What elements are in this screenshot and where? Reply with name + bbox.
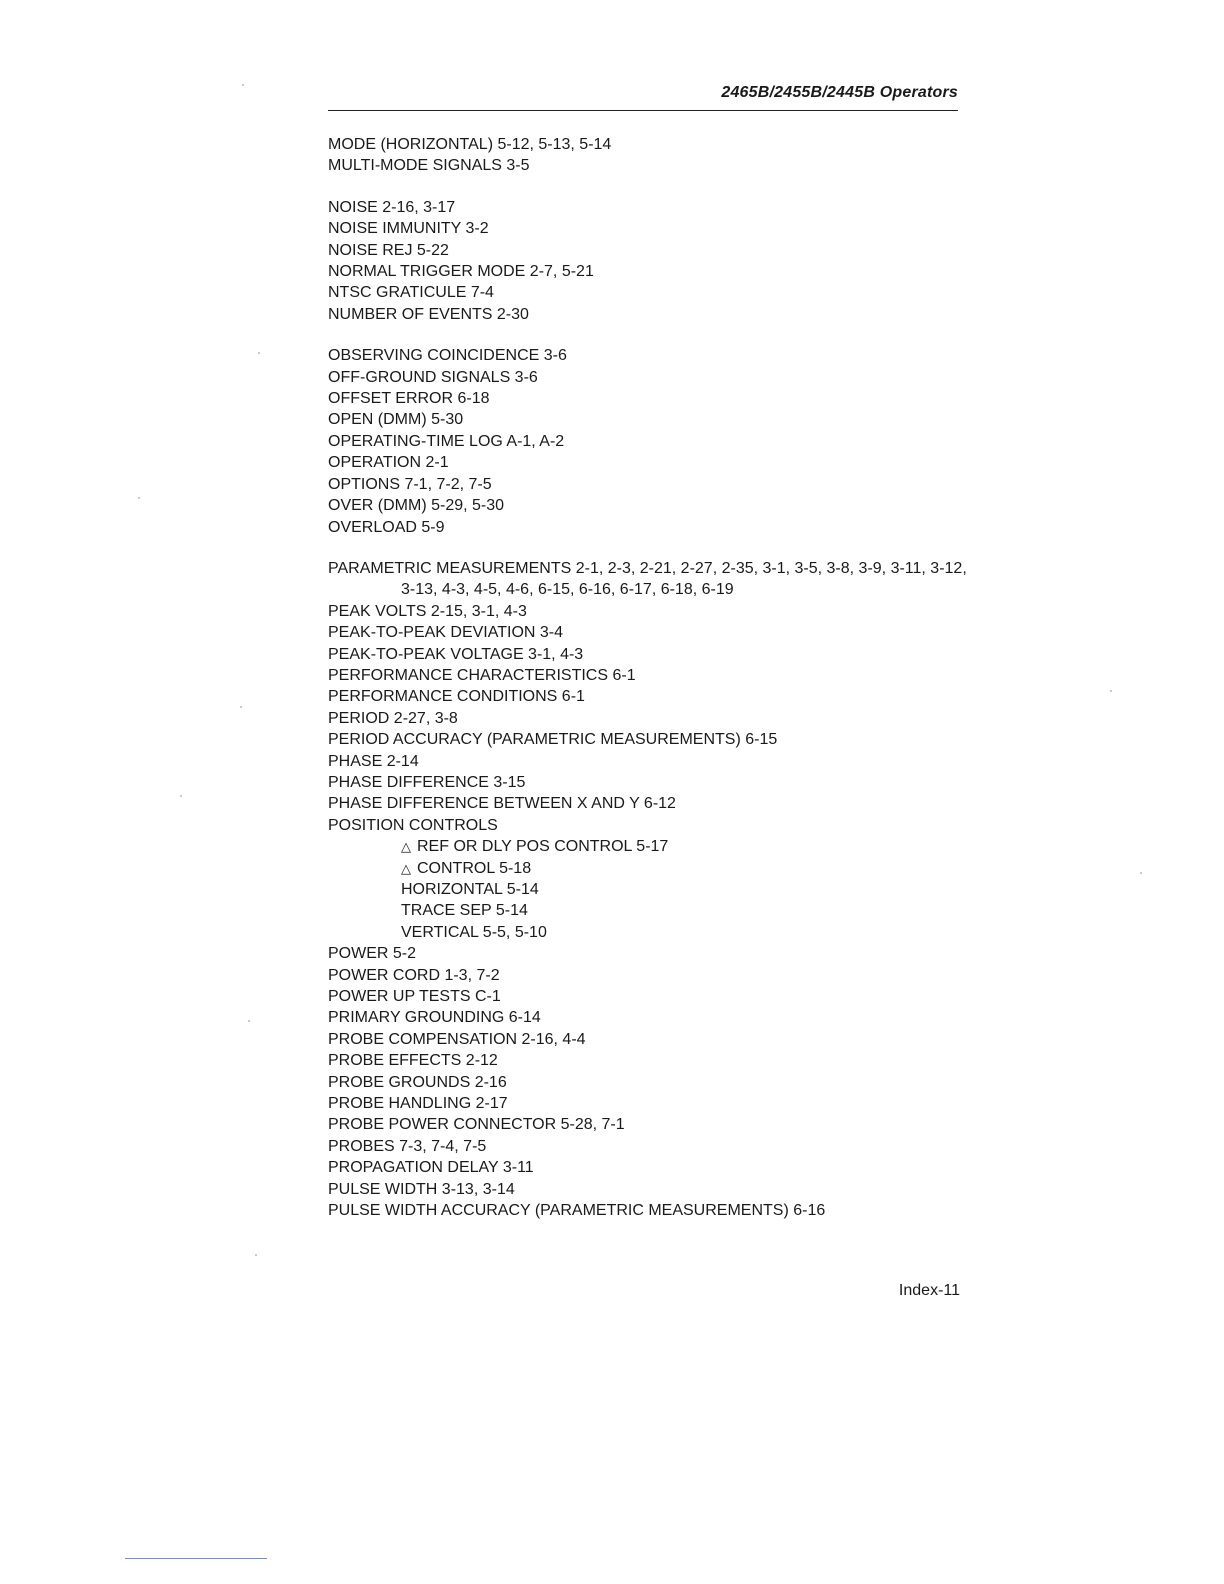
index-group-m <box>328 134 968 177</box>
index-entry: POWER UP TESTS C-1 <box>328 988 501 1006</box>
subentry-text: VERTICAL 5-5, 5-10 <box>401 923 547 941</box>
index-entry: PHASE 2-14 <box>328 752 419 770</box>
page-header <box>328 84 958 111</box>
index-entry: POWER CORD 1-3, 7-2 <box>328 966 500 984</box>
index-entry: PULSE WIDTH 3-13, 3-14 <box>328 1180 515 1198</box>
index-entry: OFFSET ERROR 6-18 <box>328 390 490 408</box>
index-entry: PULSE WIDTH ACCURACY (PARAMETRIC MEASUREMENTS) 6-16 <box>328 1202 826 1220</box>
index-entry: MODE (HORIZONTAL) 5-12, 5-13, 5-14 <box>328 136 612 153</box>
index-group-o <box>328 345 968 538</box>
header-title: 2465B/2455B/2445B Operators <box>721 84 958 101</box>
index-entry: NOISE IMMUNITY 3-2 <box>328 220 489 238</box>
index-entry: PEAK-TO-PEAK VOLTAGE 3-1, 4-3 <box>328 645 584 663</box>
index-entry: NTSC GRATICULE 7-4 <box>328 284 494 302</box>
scan-speck <box>242 84 244 86</box>
index-entry: OVER (DMM) 5-29, 5-30 <box>328 497 505 515</box>
index-entry: PERFORMANCE CONDITIONS 6-1 <box>328 688 585 706</box>
index-entry: OFF-GROUND SIGNALS 3-6 <box>328 368 538 386</box>
scan-speck <box>180 795 182 797</box>
index-entry: OPEN (DMM) 5-30 <box>328 411 464 429</box>
index-entry: OBSERVING COINCIDENCE 3-6 <box>328 347 567 365</box>
index-entry: PEAK-TO-PEAK DEVIATION 3-4 <box>328 624 564 642</box>
index-entry: POSITION CONTROLS <box>328 816 498 834</box>
delta-icon: △ <box>401 839 411 855</box>
index-entry: PROBE GROUNDS 2-16 <box>328 1073 507 1091</box>
index-entry: MULTI-MODE SIGNALS 3-5 <box>328 157 530 175</box>
scan-speck <box>248 1020 250 1022</box>
index-entry: PEAK VOLTS 2-15, 3-1, 4-3 <box>328 602 527 620</box>
subentry-text: TRACE SEP 5-14 <box>401 902 528 920</box>
index-entry: NOISE REJ 5-22 <box>328 241 449 259</box>
index-entry: PARAMETRIC MEASUREMENTS 2-1, 2-3, 2-21, 2-27, 2-35, 3-1, 3-5, 3-8, 3-9, 3-11, 3-12, 3-13, 4-3, 4-5, 4-6, 6-15, 6-16, 6-17, 6-18, 6-19 <box>328 559 967 599</box>
page-number: Index-11 <box>898 1282 960 1299</box>
index-entry: PERIOD ACCURACY (PARAMETRIC MEASUREMENTS) 6-15 <box>328 731 778 749</box>
index-subentry <box>328 900 968 921</box>
scan-speck <box>1140 872 1142 874</box>
delta-icon: △ <box>401 860 411 876</box>
index-entry: PROPAGATION DELAY 3-11 <box>328 1159 534 1177</box>
index-entry: PROBE COMPENSATION 2-16, 4-4 <box>328 1030 586 1048</box>
index-entry: NOISE 2-16, 3-17 <box>328 198 456 216</box>
index-entry: PERFORMANCE CHARACTERISTICS 6-1 <box>328 666 636 684</box>
index-group-n <box>328 197 968 325</box>
index-entry: OVERLOAD 5-9 <box>328 518 445 536</box>
index-entry: PHASE DIFFERENCE BETWEEN X AND Y 6-12 <box>328 795 676 813</box>
index-body <box>328 134 968 1242</box>
scan-artifact-line <box>125 1558 267 1559</box>
index-subentry <box>328 836 968 857</box>
scan-speck <box>255 1254 257 1256</box>
index-subentry <box>328 858 968 879</box>
index-entry: PROBE HANDLING 2-17 <box>328 1095 508 1113</box>
index-entry: PERIOD 2-27, 3-8 <box>328 709 458 727</box>
index-subentry <box>328 879 968 900</box>
index-entry: PROBE POWER CONNECTOR 5-28, 7-1 <box>328 1116 625 1134</box>
scan-speck <box>138 497 140 499</box>
subentry-text: CONTROL 5-18 <box>417 859 532 877</box>
scan-speck <box>1110 690 1112 692</box>
index-entry: OPERATING-TIME LOG A-1, A-2 <box>328 432 565 450</box>
index-entry: PROBE EFFECTS 2-12 <box>328 1052 498 1070</box>
index-entry: PROBES 7-3, 7-4, 7-5 <box>328 1137 487 1155</box>
index-subentry <box>328 922 968 943</box>
index-entry: NUMBER OF EVENTS 2-30 <box>328 305 529 323</box>
index-entry: OPERATION 2-1 <box>328 454 449 472</box>
subentry-text: REF OR DLY POS CONTROL 5-17 <box>417 838 669 856</box>
index-group-p <box>328 558 968 1222</box>
scan-speck <box>258 352 260 354</box>
scan-speck <box>240 706 242 708</box>
index-entry: PHASE DIFFERENCE 3-15 <box>328 773 526 791</box>
index-entry: PRIMARY GROUNDING 6-14 <box>328 1009 541 1027</box>
index-entry: POWER 5-2 <box>328 945 417 963</box>
index-entry: OPTIONS 7-1, 7-2, 7-5 <box>328 475 492 493</box>
index-entry: NORMAL TRIGGER MODE 2-7, 5-21 <box>328 263 594 281</box>
subentry-text: HORIZONTAL 5-14 <box>401 881 539 898</box>
